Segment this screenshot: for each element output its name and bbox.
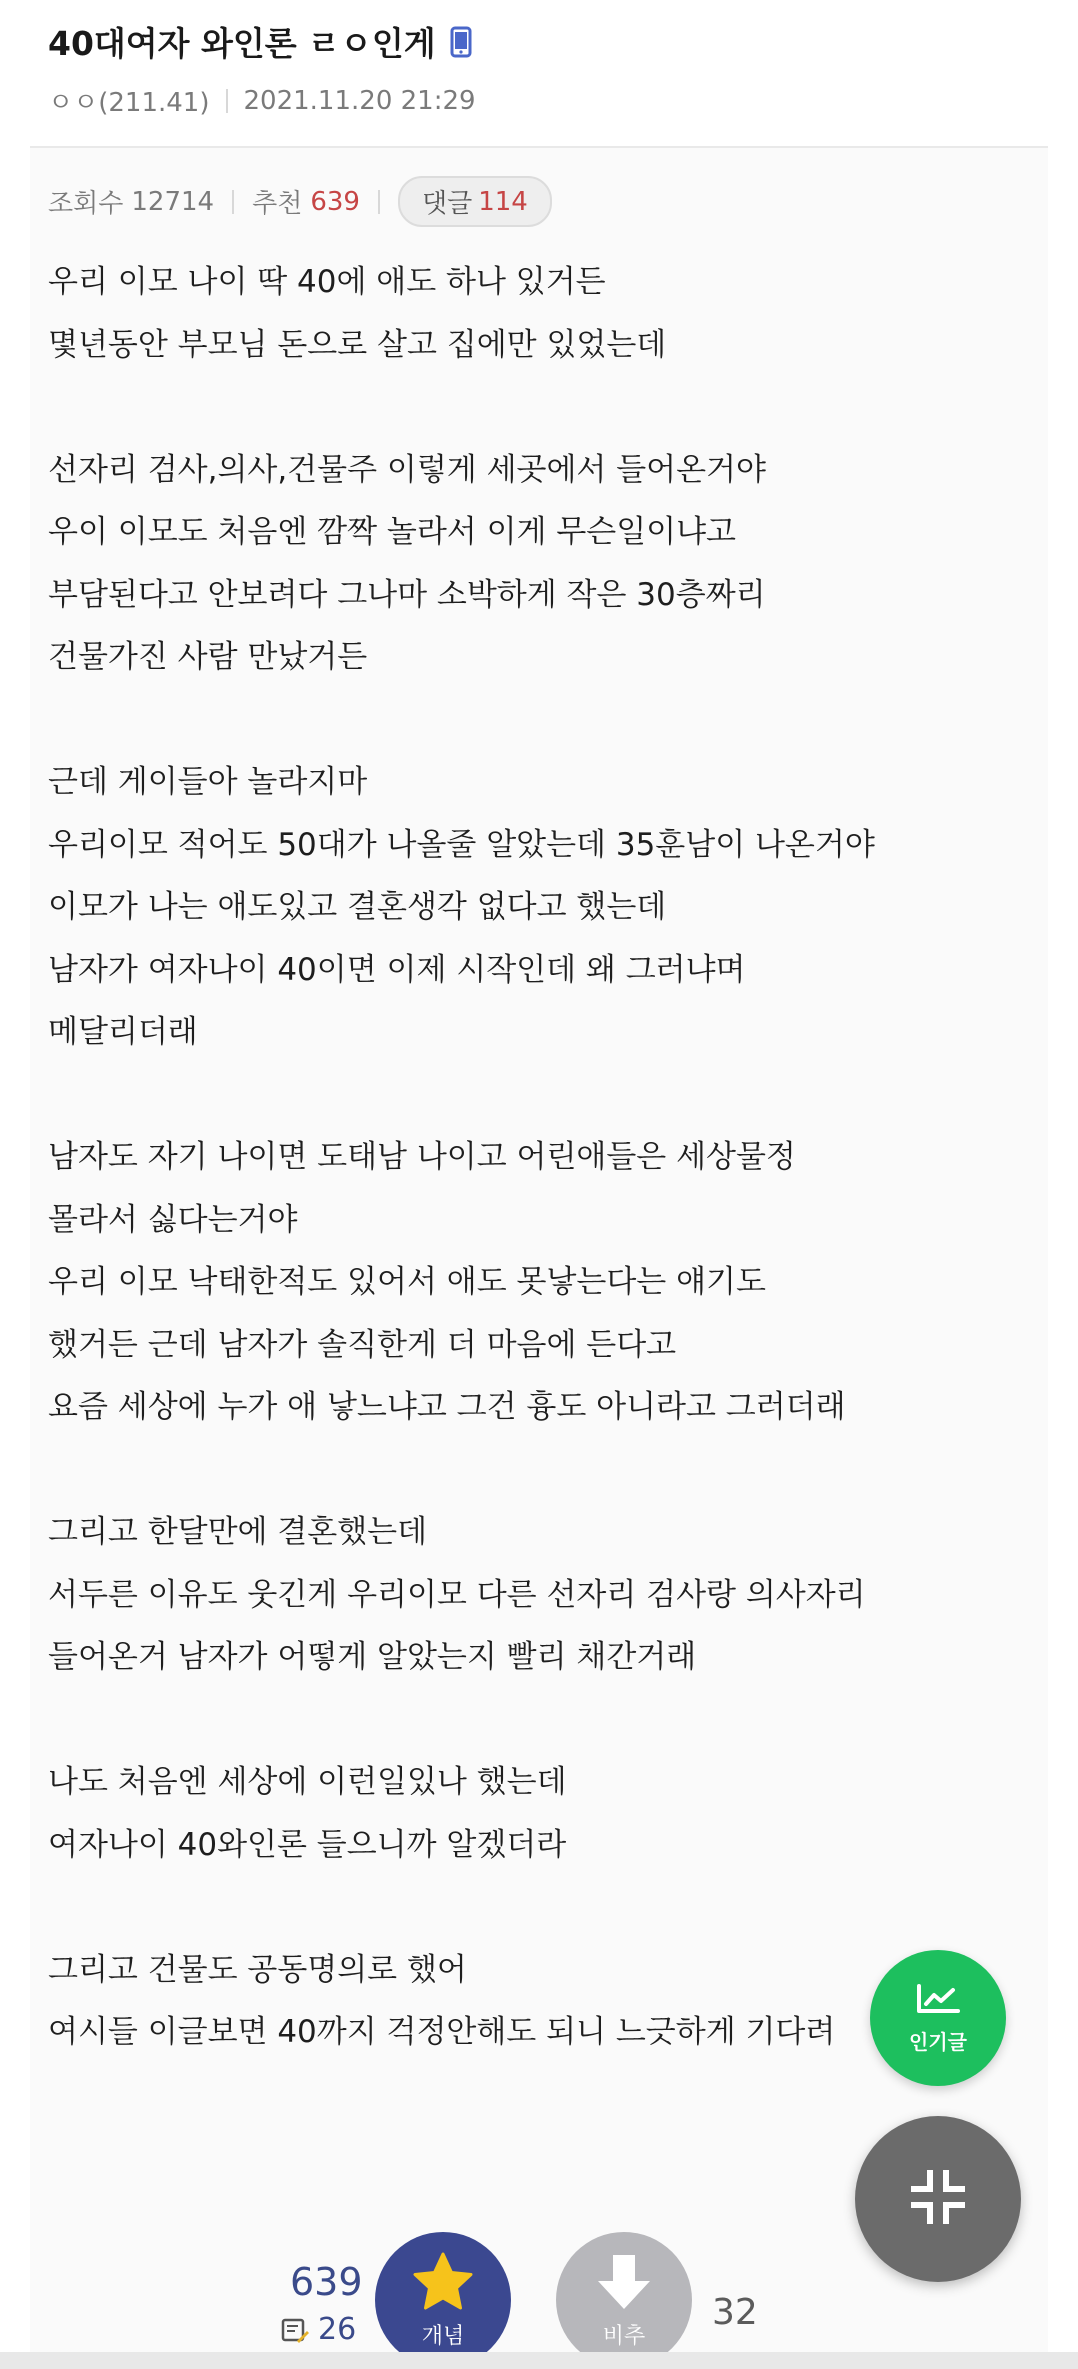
body-line	[48, 1070, 1008, 1133]
body-line: 나도 처음엔 세상에 이런일있나 했는데	[48, 1764, 567, 1800]
stats-divider	[232, 190, 234, 214]
recommend-count: 639	[310, 186, 360, 217]
popular-posts-label: 인기글	[909, 2029, 967, 2054]
post-title-text: 40대여자 와인론 ㄹㅇ인게	[48, 24, 436, 63]
body-line: 남자가 여자나이 40이면 이제 시작인데 왜 그러냐며	[48, 951, 746, 988]
post-stats	[48, 176, 552, 227]
body-line: 건물가진 사람 만났거든	[48, 639, 368, 675]
post-meta	[48, 82, 476, 119]
author-name[interactable]: ㅇㅇ(211.41)	[48, 88, 210, 118]
body-line: 메달리더래	[48, 1014, 198, 1050]
downvote-label: 비추	[602, 2323, 646, 2349]
body-line: 그리고 한달만에 결혼했는데	[48, 1514, 428, 1550]
post-header	[30, 0, 1048, 148]
body-line: 들어온거 남자가 어떻게 알았는지 빨리 채간거래	[48, 1639, 697, 1675]
upvote-count: 639	[290, 2260, 363, 2304]
downvote-count: 32	[712, 2292, 758, 2333]
body-line	[48, 695, 1008, 758]
body-line: 우리 이모 낙태한적도 있어서 애도 못낳는다는 얘기도	[48, 1264, 766, 1300]
popular-posts-button[interactable]	[870, 1950, 1006, 2086]
body-line: 부담된다고 안보려다 그나마 소박하게 작은 30층짜리	[48, 576, 766, 613]
comments-button[interactable]	[398, 176, 552, 227]
body-line: 우리 이모 나이 딱 40에 애도 하나 있거든	[48, 264, 606, 300]
body-line: 우이 이모도 처음엔 깜짝 놀라서 이게 무슨일이냐고	[48, 514, 736, 550]
trending-chart-icon	[914, 1982, 962, 2020]
recommend-label: 추천	[252, 189, 303, 219]
body-line: 요즘 세상에 누가 애 낳느냐고 그건 흉도 아니라고 그러더래	[48, 1389, 846, 1425]
body-line: 그리고 건물도 공동명의로 했어	[48, 1951, 467, 1988]
meta-divider	[226, 89, 228, 113]
bottom-bar	[0, 2352, 1078, 2369]
upvote-label: 개념	[421, 2323, 465, 2349]
body-line	[48, 1695, 1008, 1758]
body-line: 선자리 검사,의사,건물주 이렇게 세곳에서 들어온거야	[48, 451, 766, 488]
body-line: 이모가 나는 애도있고 결혼생각 없다고 했는데	[48, 889, 667, 925]
body-line: 남자도 자기 나이면 도태남 나이고 어린애들은 세상물정	[48, 1139, 796, 1175]
post-body	[48, 257, 1008, 2070]
fixed-note-count	[280, 2312, 356, 2347]
note-pencil-icon	[280, 2315, 310, 2345]
body-line	[48, 382, 1008, 445]
mobile-icon	[450, 26, 472, 58]
arrow-down-icon	[594, 2251, 654, 2317]
vote-area	[0, 2220, 1078, 2369]
note-count-value: 26	[318, 2312, 357, 2347]
post-datetime: 2021.11.20 21:29	[243, 85, 476, 116]
star-icon	[411, 2251, 475, 2317]
downvote-button[interactable]	[556, 2232, 692, 2368]
upvote-button[interactable]	[375, 2232, 511, 2368]
comments-label: 댓글	[421, 189, 473, 219]
body-line: 서두른 이유도 웃긴게 우리이모 다른 선자리 검사랑 의사자리	[48, 1576, 866, 1613]
body-line: 몰라서 싫다는거야	[48, 1201, 298, 1238]
comments-count: 114	[478, 186, 528, 217]
body-line: 몇년동안 부모님 돈으로 살고 집에만 있었는데	[48, 326, 667, 363]
body-line: 여시들 이글보면 40까지 걱정안해도 되니 느긋하게 기다려	[48, 2014, 836, 2050]
body-line	[48, 1445, 1008, 1508]
body-line: 했거든 근데 남자가 솔직한게 더 마음에 든다고	[48, 1326, 677, 1363]
stats-divider	[378, 190, 380, 214]
body-line	[48, 1882, 1008, 1945]
views-count: 12714	[131, 186, 215, 217]
post-title	[48, 18, 472, 65]
body-line: 여자나이 40와인론 들으니까 알겠더라	[48, 1826, 567, 1863]
body-line: 근데 게이들아 놀라지마	[48, 764, 368, 800]
body-line: 우리이모 적어도 50대가 나올줄 알았는데 35훈남이 나온거야	[48, 826, 875, 863]
views-label: 조회수	[48, 189, 124, 219]
